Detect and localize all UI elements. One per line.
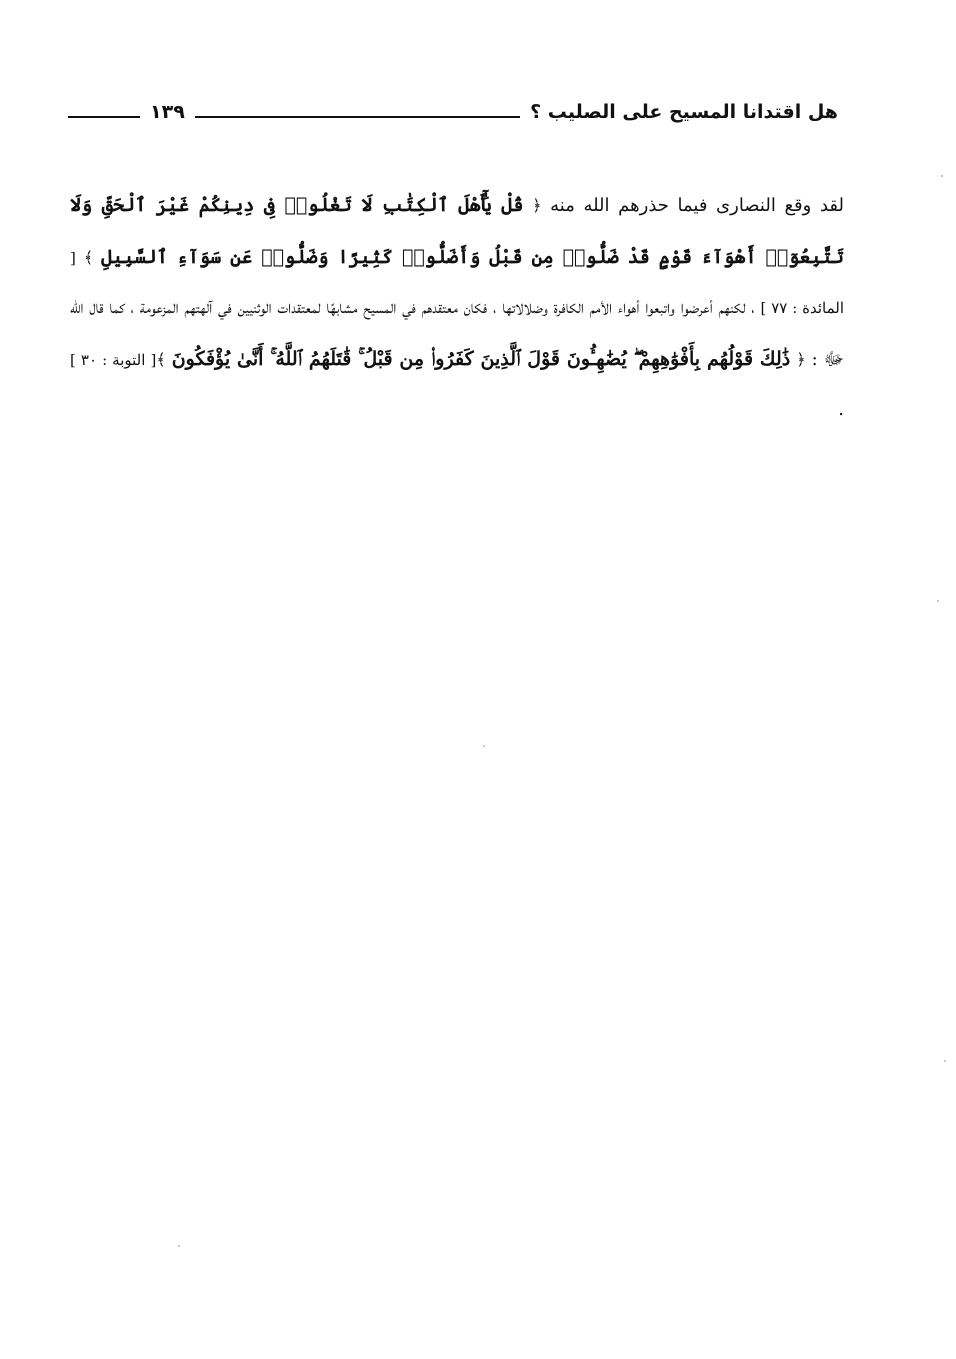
quran-close-bracket-2: ﴾ xyxy=(156,349,166,369)
running-title: هل اقتدانا المسيح على الصليب ؟ xyxy=(530,101,838,123)
quran-open-bracket-2: ﴿ xyxy=(796,349,806,369)
scan-speck xyxy=(941,175,943,177)
quran-close-bracket: ﴾ xyxy=(83,247,94,267)
scan-speck xyxy=(483,745,485,747)
verse-reference-1: [ المائدة : ٧٧ ] xyxy=(70,248,844,317)
header-rule xyxy=(195,116,520,118)
page-number: ١٣٩ xyxy=(150,101,185,123)
closing-period: . xyxy=(838,399,844,420)
header-rule-end xyxy=(68,116,140,118)
verse-reference-2: [ التوبة : ٣٠ ] xyxy=(70,350,157,369)
body-text-middle: ، لكنهم أعرضوا واتبعوا أهواء الأمم الكافرة وضلالاتها ، فكان معتقدهم في المسيح مشابهًا لمعتقدات الوثنيين في آلهتهم المزعومة ، كما قال الله ﷻ : xyxy=(70,297,844,370)
scan-speck xyxy=(944,1060,946,1062)
body-text-intro: لقد وقع النصارى فيما حذرهم الله منه xyxy=(550,195,844,216)
quran-open-bracket: ﴿ xyxy=(532,196,542,215)
page-header xyxy=(68,92,838,132)
scan-speck xyxy=(937,600,939,602)
quran-verse-1: قُلْ يَٰٓأَهْلَ ٱلْكِتَٰبِ لَا تَغْلُوا۟ فِى دِينِكُمْ غَيْرَ ٱلْحَقِّ وَلَا تَتَّبِعُوٓا۟ أَهْوَآءَ قَوْمٍ قَدْ ضَلُّوا۟ مِن قَبْلُ وَأَضَلُّوا۟ كَثِيرًا وَضَلُّوا۟ عَن سَوَآءِ ٱلسَّبِيلِ xyxy=(70,194,844,268)
scan-speck xyxy=(178,1245,180,1247)
body-paragraph xyxy=(70,180,844,436)
quran-verse-2: ذَٰلِكَ قَوْلُهُم بِأَفْوَٰهِهِمْ ۖ يُضَٰهِـُٔونَ قَوْلَ ٱلَّذِينَ كَفَرُوا۟ مِن قَبْلُ ۚ قَٰتَلَهُمُ ٱللَّهُ ۚ أَنَّىٰ يُؤْفَكُونَ xyxy=(171,347,791,370)
